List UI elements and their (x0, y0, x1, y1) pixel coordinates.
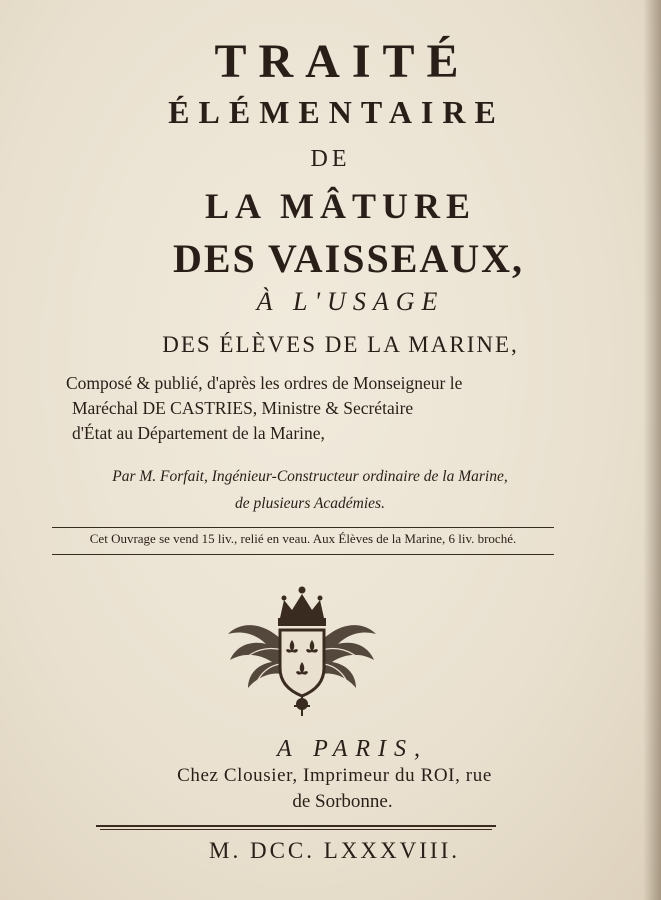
price-notice: Cet Ouvrage se vend 15 liv., relié en veau. Aux Élèves de la Marine, 6 liv. broché. (89, 531, 517, 546)
imprint-year: M. DCC. LXXXVIII. (209, 838, 460, 863)
title-traite: TRAITÉ (214, 35, 471, 88)
rule-top (52, 527, 554, 528)
imprint-city: A PARIS, (276, 736, 429, 762)
description-line-1: Composé & publié, d'après les ordres de Monseigneur le (66, 373, 463, 393)
title-des-eleves: DES ÉLÈVES DE LA MARINE, (162, 332, 519, 357)
title-de: DE (310, 146, 351, 172)
title-elementaire: ÉLÉMENTAIRE (168, 94, 505, 130)
academies-line: de plusieurs Académies. (235, 495, 385, 512)
imprint-rule-thick (96, 825, 496, 827)
title-des-vaisseaux: DES VAISSEAUX, (172, 236, 525, 281)
rule-bottom (52, 554, 554, 555)
author-line: Par M. Forfait, Ingénieur-Constructeur ordinaire de la Marine, (112, 468, 508, 485)
description-line-3: d'État au Département de la Marine, (72, 423, 325, 443)
royal-arms-emblem-icon (222, 580, 382, 720)
title-a-lusage: À L'USAGE (256, 287, 445, 316)
description-line-2: Maréchal DE CASTRIES, Ministre & Secrétaire (72, 398, 414, 418)
title-la-mature: LA MÂTURE (204, 186, 477, 226)
imprint-publisher: Chez Clousier, Imprimeur du ROI, rue (177, 765, 492, 786)
imprint-street: de Sorbonne. (292, 791, 393, 812)
imprint-rule-thin (100, 829, 492, 830)
